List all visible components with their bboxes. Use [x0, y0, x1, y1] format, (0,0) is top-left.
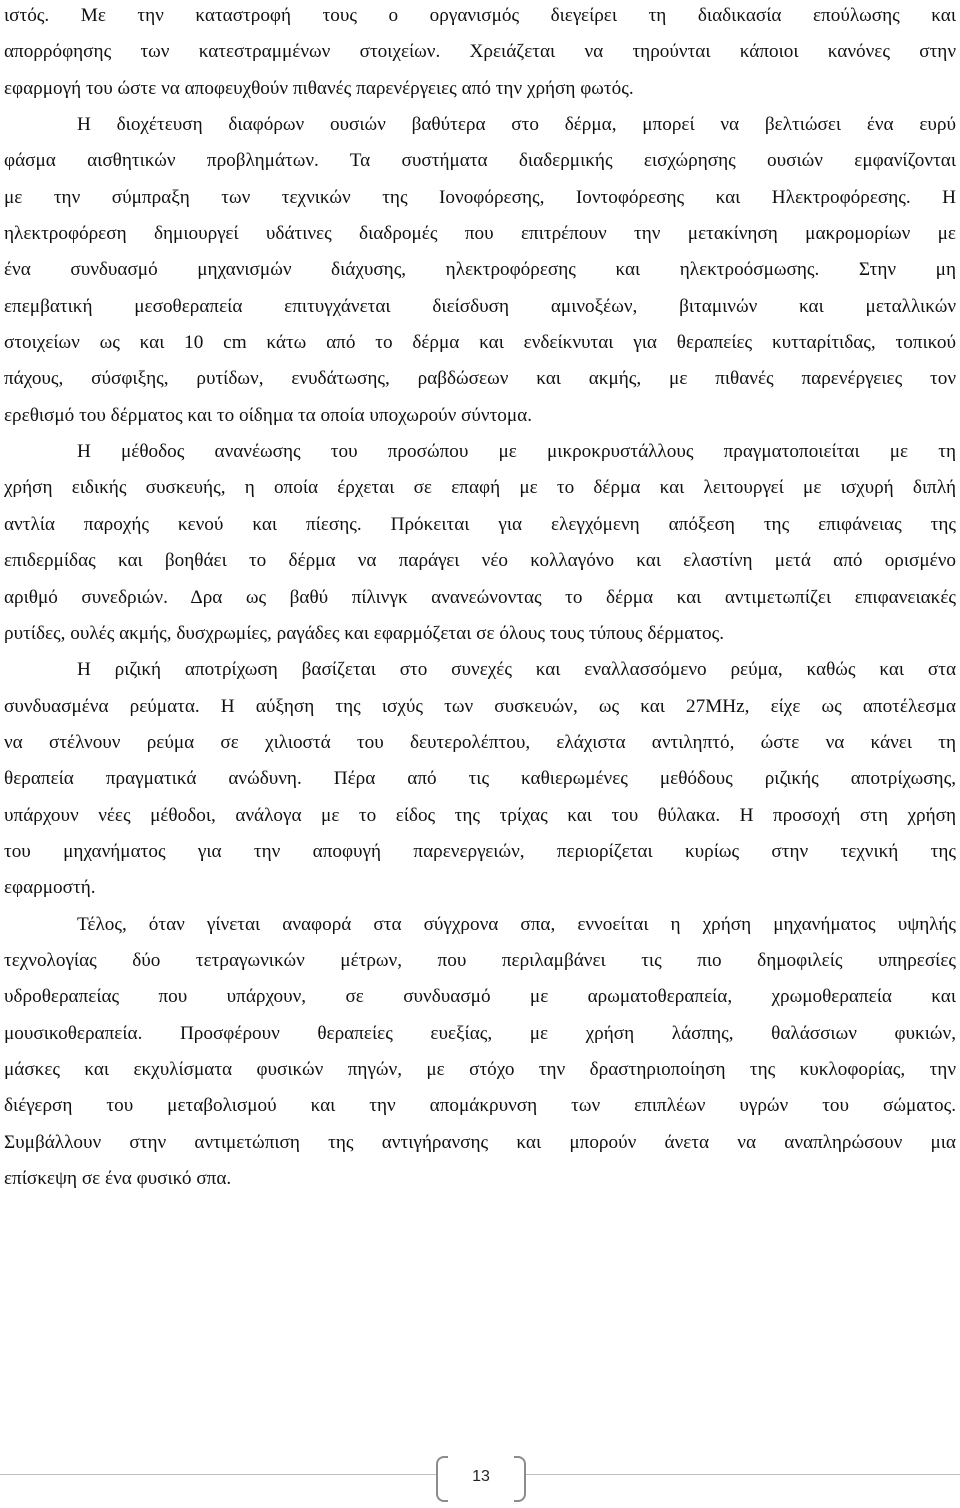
text-line: υπάρχουν νέες μέθοδοι, ανάλογα με το είδος της τρίχας και του θύλακα. Η προσοχή στη χρήση [4, 804, 956, 826]
page-number: 13 [472, 1468, 490, 1485]
page-footer [0, 1448, 960, 1508]
text-line: Συμβάλλουν στην αντιμετώπιση της αντιγήρανσης και μπορούν άνετα να αναπληρώσουν μια [4, 1131, 956, 1153]
text-line: τεχνολογίας δύο τετραγωνικών μέτρων, που περιλαμβάνει τις πιο δημοφιλείς υπηρεσίες [4, 949, 956, 971]
text-line: μουσικοθεραπεία. Προσφέρουν θεραπείες ευεξίας, με χρήση λάσπης, θαλάσσιων φυκιών, [4, 1022, 956, 1044]
text-line: υδροθεραπείας που υπάρχουν, σε συνδυασμό με αρωματοθεραπεία, χρωμοθεραπεία και [4, 986, 956, 1008]
text-line: απορρόφησης των κατεστραμμένων στοιχείων. Χρειάζεται να τηρούνται κάποιοι κανόνες στην [4, 41, 956, 63]
text-line: διέγερση του μεταβολισμού και την απομάκρυνση των επιπλέων υγρών του σώματος. [4, 1095, 956, 1117]
text-line: επεμβατική μεσοθεραπεία επιτυγχάνεται διείσδυση αμινοξέων, βιταμινών και μεταλλικών [4, 295, 956, 317]
text-line: ηλεκτροφόρεση δημιουργεί υδάτινες διαδρομές που επιτρέπουν την μετακίνηση μακρομορίων με [4, 223, 956, 245]
footer-rule-left [0, 1474, 438, 1475]
text-line: εφαρμογή του ώστε να αποφευχθούν πιθανές παρενέργειες από την χρήση φωτός. [4, 77, 634, 99]
paragraph-start-line: Η διοχέτευση διαφόρων ουσιών βαθύτερα στο δέρμα, μπορεί να βελτιώσει ένα ευρύ [77, 114, 956, 136]
footer-bracket-right [514, 1456, 526, 1502]
text-line: με την σύμπραξη των τεχνικών της Ιονοφόρεσης, Ιοντοφόρεσης και Ηλεκτροφόρεσης. Η [4, 186, 956, 208]
text-line: επίσκεψη σε ένα φυσικό σπα. [4, 1168, 232, 1189]
text-line: συνδυασμένα ρεύματα. Η αύξηση της ισχύς των συσκευών, ως και 27MHz, είχε ως αποτέλεσμα [4, 695, 956, 717]
text-line: ρυτίδες, ουλές ακμής, δυσχρωμίες, ραγάδες και εφαρμόζεται σε όλους τους τύπους δέρματος. [4, 622, 725, 644]
text-line: θεραπεία πραγματικά ανώδυνη. Πέρα από τις καθιερωμένες μεθόδους ριζικής αποτρίχωσης, [4, 768, 956, 790]
text-line: ένα συνδυασμό μηχανισμών διάχυσης, ηλεκτροφόρεσης και ηλεκτροόσμωσης. Στην μη [4, 259, 956, 281]
paragraph-start-line: Τέλος, όταν γίνεται αναφορά στα σύγχρονα σπα, εννοείται η χρήση μηχανήματος υψηλής [77, 913, 956, 935]
text-line: ιστός. Με την καταστροφή τους ο οργανισμός διεγείρει τη διαδικασία επούλωσης και [4, 5, 956, 26]
text-line: μάσκες και εκχυλίσματα φυσικών πηγών, με στόχο την δραστηριοποίηση της κυκλοφορίας, την [4, 1058, 956, 1080]
text-line: πάχους, σύσφιξης, ρυτίδων, ενυδάτωσης, ραβδώσεων και ακμής, με πιθανές παρενέργειες τον [4, 368, 956, 390]
paragraph-start-line: Η μέθοδος ανανέωσης του προσώπου με μικροκρυστάλλους πραγματοποιείται με τη [77, 441, 956, 463]
text-line: ερεθισμό του δέρματος και το οίδημα τα οποία υποχωρούν σύντομα. [4, 404, 533, 426]
text-line: να στέλνουν ρεύμα σε χιλιοστά του δευτερολέπτου, ελάχιστα αντιληπτό, ώστε να κάνει τη [4, 731, 956, 753]
paragraph-start-line: Η ριζική αποτρίχωση βασίζεται στο συνεχές και εναλλασσόμενο ρεύμα, καθώς και στα [77, 659, 956, 681]
text-line: χρήση ειδικής συσκευής, η οποία έρχεται σε επαφή με το δέρμα και λειτουργεί με ισχυρή διπλή [4, 477, 956, 499]
text-line: φάσμα αισθητικών προβλημάτων. Τα συστήματα διαδερμικής εισχώρησης ουσιών εμφανίζονται [4, 150, 956, 172]
text-line: αριθμό συνεδριών. Δρα ως βαθύ πίλινγκ ανανεώνοντας το δέρμα και αντιμετωπίζει επιφανειακές [4, 586, 956, 608]
text-line: του μηχανήματος για την αποφυγή παρενεργειών, περιορίζεται κυρίως στην τεχνική της [4, 840, 956, 862]
document-body [4, 0, 956, 1199]
text-line: εφαρμοστή. [4, 877, 96, 899]
text-line: στοιχείων ως και 10 cm κάτω από το δέρμα και ενδείκνυται για θεραπείες κυτταρίτιδας, τοπικού [4, 332, 956, 354]
text-line: αντλία παροχής κενού και πίεσης. Πρόκειται για ελεγχόμενη απόξεση της επιφάνειας της [4, 513, 956, 535]
footer-rule-right [526, 1474, 960, 1475]
footer-bracket-left [436, 1456, 448, 1502]
text-line: επιδερμίδας και βοηθάει το δέρμα να παράγει νέο κολλαγόνο και ελαστίνη μετά από ορισμένο [4, 550, 956, 572]
